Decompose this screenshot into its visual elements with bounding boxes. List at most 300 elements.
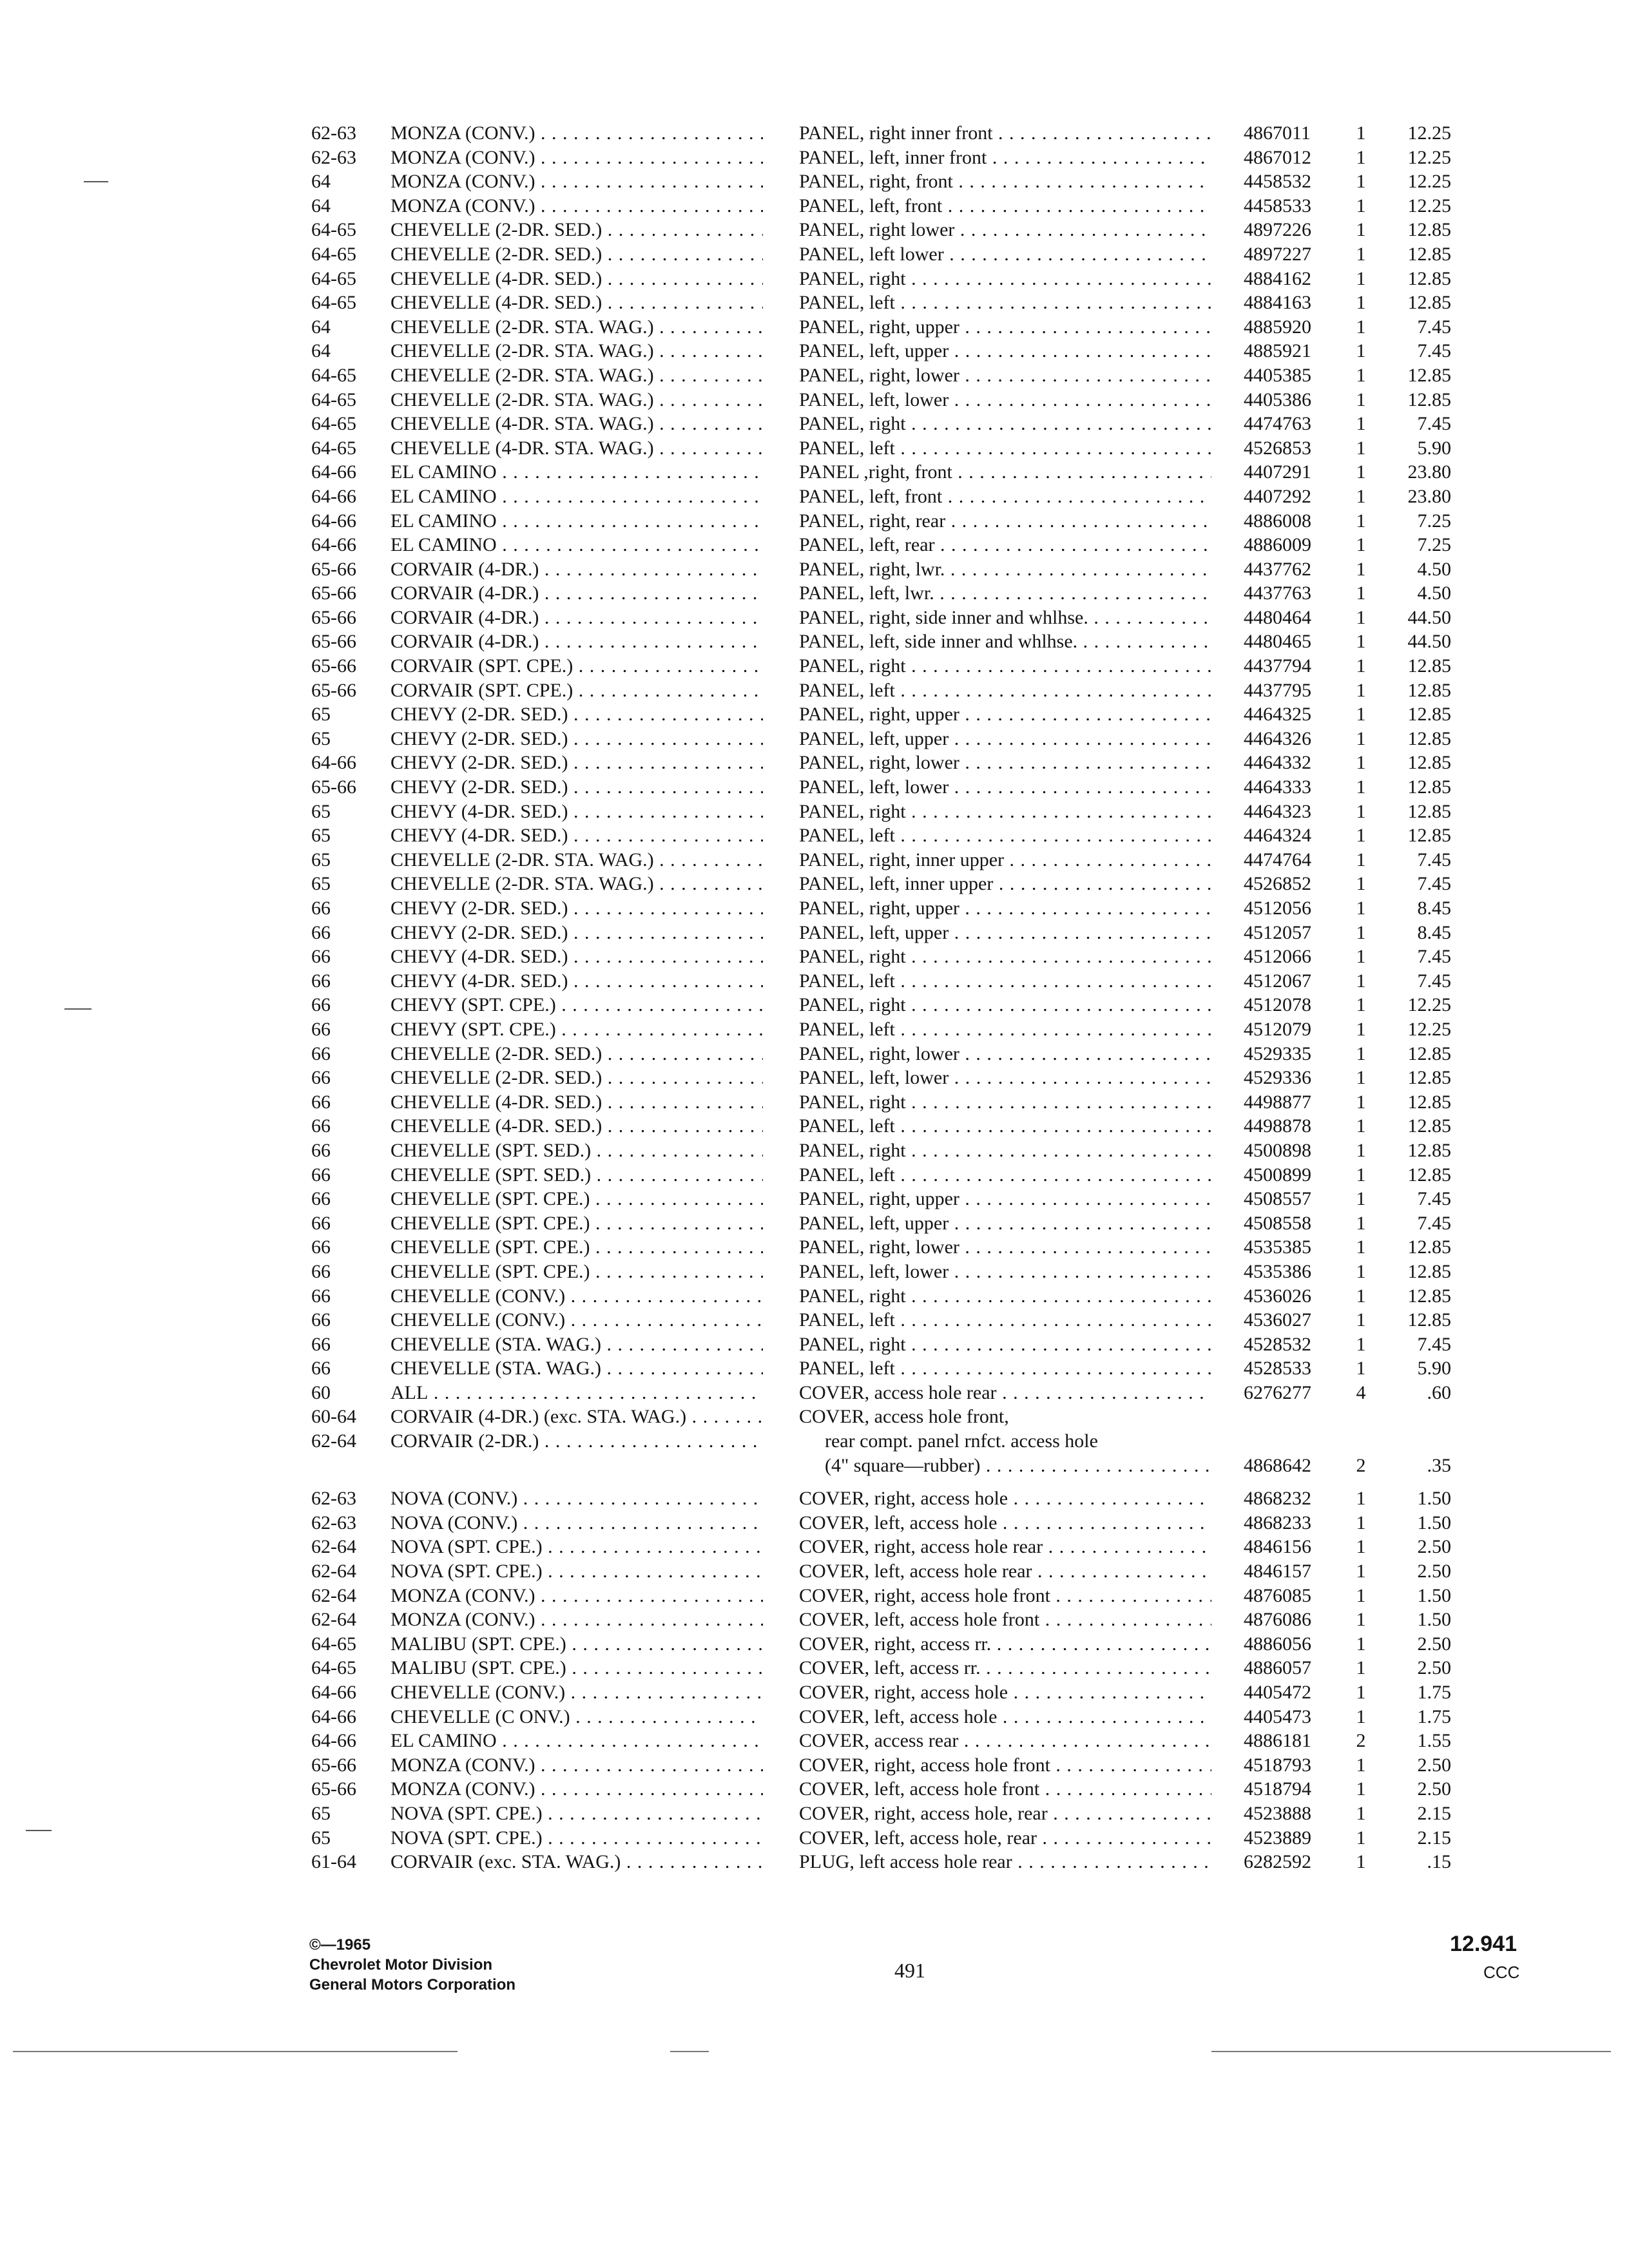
part-description [799,1559,1211,1584]
part-description-text: PANEL, right . . . [799,1091,1211,1113]
table-row [0,1535,1629,1559]
price-text: 12.85 [1407,704,1451,726]
quantity-text: 4 [1356,1381,1366,1403]
model-name [390,509,763,533]
part-number [1244,1584,1347,1608]
model-years [311,606,389,630]
model-name [390,1235,763,1260]
quantity-text: 2 [1356,1730,1366,1752]
model-years [311,1211,389,1236]
quantity [1347,267,1375,291]
part-description-text: COVER, left, access hole front . . . [799,1609,1211,1630]
section-number: 12.941 [1450,1932,1517,1956]
quantity [1347,654,1375,678]
quantity-text: 1 [1356,364,1366,386]
price-text: 12.25 [1407,994,1451,1016]
table-row [0,121,1629,146]
page-number: 491 [894,1959,925,1982]
model-name-text: CHEVELLE (SPT. CPE.) . . . [390,1188,763,1209]
quantity [1347,1235,1375,1260]
quantity [1347,509,1375,533]
part-description [799,921,1211,945]
part-number [1244,218,1347,242]
part-description [799,460,1211,485]
model-name-text: CHEVY (4-DR. SED.) . . . [390,801,763,822]
part-description-text: COVER, right, access hole, rear . . . [799,1803,1211,1824]
model-years [311,533,389,557]
model-years-text: 65 [311,704,331,726]
quantity [1347,1381,1375,1405]
part-description [799,629,1211,654]
model-years [311,1332,389,1357]
price [1379,1017,1451,1042]
model-name-text: CHEVELLE (4-DR. SED.) . . . [390,268,763,289]
model-years-text: 64-65 [311,243,356,265]
part-number-text: 4464323 [1244,800,1311,822]
model-name-text: CHEVELLE (4-DR. SED.) . . . [390,1115,763,1137]
model-years [311,775,389,800]
model-years-text: 64 [311,340,331,362]
model-years-text: 64-66 [311,534,356,556]
model-years-text: 62-64 [311,1536,356,1558]
quantity [1347,291,1375,315]
model-years-text: 66 [311,1091,331,1113]
part-number [1244,1454,1347,1478]
part-description [799,1656,1211,1680]
model-years [311,363,389,388]
model-years [311,218,389,242]
model-name [390,896,763,921]
part-description [799,1211,1211,1236]
part-description-text: PANEL, left, inner upper . . . [799,873,1211,894]
part-description-text: PANEL, left, rear . . . [799,534,1211,555]
model-name [390,1511,763,1535]
price [1379,1356,1451,1381]
model-years-text: 66 [311,1115,331,1137]
price [1379,727,1451,751]
price-text: 12.85 [1407,800,1451,822]
price [1379,993,1451,1017]
model-years-text: 64-65 [311,267,356,289]
price-text: .60 [1427,1381,1451,1403]
quantity-text: 1 [1356,1164,1366,1186]
part-number-text: 4884162 [1244,267,1311,289]
model-years-text: 66 [311,1236,331,1258]
model-name-text: CHEVY (2-DR. SED.) . . . [390,704,763,725]
part-description [799,218,1211,242]
part-number [1244,436,1347,461]
model-name [390,1139,763,1163]
quantity-text: 1 [1356,898,1366,919]
quantity-text: 2 [1356,1454,1366,1476]
model-name-text: CHEVELLE (2-DR. SED.) . . . [390,1043,763,1064]
model-years [311,1826,389,1850]
part-description [799,242,1211,267]
model-years-text: 65-66 [311,582,356,604]
part-number-text: 4886181 [1244,1730,1311,1752]
part-number [1244,1705,1347,1729]
part-description [799,993,1211,1017]
price-text: 7.45 [1417,1333,1451,1355]
price [1379,775,1451,800]
price-text: 12.85 [1407,776,1451,798]
quantity-text: 1 [1356,1043,1366,1064]
part-number-text: 4868232 [1244,1488,1311,1510]
model-years-text: 65-66 [311,1754,356,1776]
part-number [1244,169,1347,194]
model-years-text: 64-65 [311,292,356,314]
model-years-text: 64-65 [311,437,356,459]
price-text: 7.25 [1417,534,1451,556]
model-name [390,1850,763,1874]
model-name-text: CHEVY (4-DR. SED.) . . . [390,825,763,846]
division-name: Chevrolet Motor Division [309,1956,493,1974]
part-description-text: PANEL, left, lower . . . [799,389,1211,410]
price-text: 1.50 [1417,1584,1451,1606]
model-name-text: CORVAIR (exc. STA. WAG.) . . . [390,1851,763,1872]
model-years-text: 66 [311,1285,331,1307]
price [1379,1139,1451,1163]
price-text: 12.25 [1407,122,1451,144]
model-name-text: CHEVELLE (2-DR. STA. WAG.) . . . [390,849,763,870]
quantity [1347,1114,1375,1139]
model-years [311,121,389,146]
price [1379,121,1451,146]
model-name-text: CORVAIR (SPT. CPE.) . . . [390,680,763,701]
price-text: 12.85 [1407,1115,1451,1137]
quantity [1347,1017,1375,1042]
model-years [311,557,389,582]
price-text: 7.45 [1417,1188,1451,1210]
model-name [390,1211,763,1236]
table-row [0,509,1629,533]
table-row [0,1356,1629,1381]
part-description [799,1705,1211,1729]
part-description [799,1486,1211,1511]
part-number-text: 4876086 [1244,1609,1311,1631]
table-row [0,606,1629,630]
model-years [311,1680,389,1705]
part-number [1244,485,1347,509]
price-text: 7.45 [1417,413,1451,435]
part-description-text: PANEL, right, front . . . [799,171,1211,192]
part-description [799,412,1211,436]
price [1379,823,1451,848]
price [1379,848,1451,872]
price [1379,800,1451,824]
price [1379,629,1451,654]
quantity-text: 1 [1356,267,1366,289]
part-number-text: 4437794 [1244,655,1311,677]
table-row [0,1187,1629,1211]
part-description [799,1584,1211,1608]
quantity [1347,1729,1375,1753]
model-name-text: CHEVY (2-DR. SED.) . . . [390,776,763,798]
model-name-text: NOVA (SPT. CPE.) . . . [390,1561,763,1582]
part-description [799,872,1211,896]
part-description-text: PANEL, right, upper . . . [799,704,1211,725]
part-description [799,606,1211,630]
part-description-text: PANEL, left, upper . . . [799,340,1211,361]
quantity [1347,969,1375,994]
quantity-text: 1 [1356,1139,1366,1161]
bottom-rule [670,2051,709,2052]
price [1379,218,1451,242]
model-name-text: CORVAIR (4-DR.) . . . [390,631,763,652]
price-text: 1.55 [1417,1730,1451,1752]
part-description-text: PANEL, right, rear . . . [799,510,1211,532]
table-row [0,485,1629,509]
part-description-text: COVER, left, access hole . . . [799,1512,1211,1533]
part-description [799,1802,1211,1826]
part-description [799,702,1211,727]
model-name-text: MONZA (CONV.) . . . [390,1778,763,1800]
model-name-text: CHEVELLE (SPT. CPE.) . . . [390,1236,763,1258]
quantity-text: 1 [1356,1536,1366,1558]
part-description [799,1332,1211,1357]
model-name-text: CHEVELLE (CONV.) . . . [390,1682,763,1703]
part-description [799,363,1211,388]
model-name [390,1187,763,1211]
model-years-text: 66 [311,970,331,992]
quantity-text: 1 [1356,946,1366,968]
model-name-text: NOVA (CONV.) . . . [390,1512,763,1533]
part-description [799,1017,1211,1042]
price [1379,1777,1451,1802]
part-description-text: PANEL, left, side inner and whlhse. . . . [799,631,1211,652]
table-row [0,267,1629,291]
part-number [1244,1284,1347,1309]
quantity [1347,896,1375,921]
part-number [1244,1656,1347,1680]
part-description [799,1139,1211,1163]
table-row [0,969,1629,994]
table-row [0,436,1629,461]
model-years-text: 65-66 [311,558,356,580]
quantity-text: 1 [1356,606,1366,628]
model-name [390,436,763,461]
model-name-text: MONZA (CONV.) . . . [390,1754,763,1776]
quantity [1347,678,1375,703]
model-name-text: CHEVELLE (2-DR. SED.) . . . [390,244,763,265]
model-years [311,678,389,703]
model-years [311,1535,389,1559]
quantity [1347,1090,1375,1115]
quantity [1347,1454,1375,1478]
quantity-text: 1 [1356,171,1366,193]
table-row [0,654,1629,678]
model-years-text: 64-65 [311,413,356,435]
part-description [799,194,1211,218]
quantity [1347,629,1375,654]
price [1379,1802,1451,1826]
table-row [0,315,1629,340]
price-text: 12.85 [1407,1285,1451,1307]
part-number [1244,1559,1347,1584]
quantity-text: 1 [1356,1851,1366,1873]
price-text: 12.85 [1407,219,1451,241]
quantity-text: 1 [1356,316,1366,338]
part-description-text: PANEL, left, lower . . . [799,1067,1211,1088]
price [1379,509,1451,533]
quantity [1347,1753,1375,1778]
part-description [799,1429,1211,1476]
quantity-text: 1 [1356,413,1366,435]
model-name [390,872,763,896]
price [1379,436,1451,461]
price-text: 1.50 [1417,1609,1451,1631]
price-text: 12.85 [1407,364,1451,386]
part-number [1244,993,1347,1017]
model-years [311,339,389,363]
model-years-text: 66 [311,1260,331,1282]
part-description-text: PANEL, right, lower . . . [799,752,1211,773]
model-years [311,291,389,315]
price-text: 7.45 [1417,316,1451,338]
part-description [799,291,1211,315]
model-years-text: 60-64 [311,1406,356,1428]
table-row [0,1486,1629,1511]
price-text: 5.90 [1417,437,1451,459]
part-description [799,1381,1211,1405]
model-years [311,1429,389,1454]
part-description [799,823,1211,848]
model-name [390,218,763,242]
table-row [0,1584,1629,1608]
quantity-text: 1 [1356,122,1366,144]
model-years-text: 66 [311,994,331,1016]
quantity-text: 1 [1356,292,1366,314]
quantity-text: 1 [1356,849,1366,870]
part-description [799,1284,1211,1309]
table-row [0,1017,1629,1042]
part-number [1244,1826,1347,1850]
quantity [1347,848,1375,872]
price [1379,169,1451,194]
price [1379,1705,1451,1729]
part-number-text: 4498878 [1244,1115,1311,1137]
part-number-text: 4464332 [1244,752,1311,774]
part-description-continued: (4" square—rubber) . . . [825,1455,1211,1476]
model-name [390,1632,763,1657]
model-years [311,800,389,824]
quantity [1347,945,1375,969]
part-number [1244,1163,1347,1187]
part-number [1244,1486,1347,1511]
quantity [1347,1284,1375,1309]
model-years [311,896,389,921]
quantity [1347,1656,1375,1680]
part-description [799,533,1211,557]
part-description [799,557,1211,582]
model-years-text: 64-66 [311,1682,356,1703]
model-years [311,1753,389,1778]
model-name-text: CHEVELLE (2-DR. STA. WAG.) . . . [390,340,763,361]
part-number-text: 4884163 [1244,292,1311,314]
part-description [799,800,1211,824]
table-row [0,1090,1629,1115]
model-name [390,1802,763,1826]
part-number-text: 4508557 [1244,1188,1311,1210]
price [1379,146,1451,170]
part-number-text: 4512056 [1244,898,1311,919]
price [1379,1211,1451,1236]
model-name-text: CHEVELLE (4-DR. SED.) . . . [390,1091,763,1113]
table-row [0,1405,1629,1429]
model-years [311,1042,389,1066]
model-name [390,945,763,969]
part-description-text: COVER, right, access hole rear . . . [799,1536,1211,1557]
model-years-text: 65 [311,1827,331,1849]
price [1379,291,1451,315]
price [1379,557,1451,582]
part-number [1244,1511,1347,1535]
price-text: 7.45 [1417,970,1451,992]
quantity-text: 1 [1356,582,1366,604]
part-description-text: PANEL, right . . . [799,268,1211,289]
model-years [311,1632,389,1657]
model-years-text: 64-66 [311,510,356,532]
part-description-text: COVER, left, access hole, rear . . . [799,1827,1211,1849]
model-years [311,509,389,533]
part-description-text: PANEL, left, front . . . [799,195,1211,216]
model-name [390,1826,763,1850]
part-description-text: COVER, left, access hole front . . . [799,1778,1211,1800]
table-row [0,751,1629,775]
model-years-text: 66 [311,1043,331,1064]
part-description-text: PANEL, right . . . [799,1140,1211,1161]
part-description [799,146,1211,170]
part-description [799,1114,1211,1139]
model-name [390,242,763,267]
part-description [799,1608,1211,1632]
part-description-text: PANEL, left, lower . . . [799,1261,1211,1282]
part-description-text: PANEL, left, upper . . . [799,728,1211,749]
publisher-block [309,1935,516,1995]
model-years [311,1066,389,1090]
table-row [0,629,1629,654]
quantity [1347,921,1375,945]
model-name [390,848,763,872]
quantity [1347,751,1375,775]
part-number-text: 4512067 [1244,970,1311,992]
model-years-text: 66 [311,1164,331,1186]
part-number-text: 4464325 [1244,704,1311,726]
quantity-text: 1 [1356,727,1366,749]
quantity-text: 1 [1356,994,1366,1016]
quantity [1347,1486,1375,1511]
price [1379,460,1451,485]
table-row [0,993,1629,1017]
part-number-text: 4876085 [1244,1584,1311,1606]
quantity-text: 1 [1356,146,1366,168]
model-years [311,485,389,509]
part-number [1244,1090,1347,1115]
table-row [0,945,1629,969]
part-description-text: PANEL, left . . . [799,970,1211,992]
part-number-text: 4500898 [1244,1139,1311,1161]
table-row [0,1308,1629,1332]
part-number [1244,1680,1347,1705]
part-description [799,969,1211,994]
quantity-text: 1 [1356,1018,1366,1040]
quantity [1347,1139,1375,1163]
price [1379,242,1451,267]
part-number-text: 4437763 [1244,582,1311,604]
part-number [1244,1381,1347,1405]
model-years-text: 64-65 [311,389,356,410]
model-years [311,1656,389,1680]
